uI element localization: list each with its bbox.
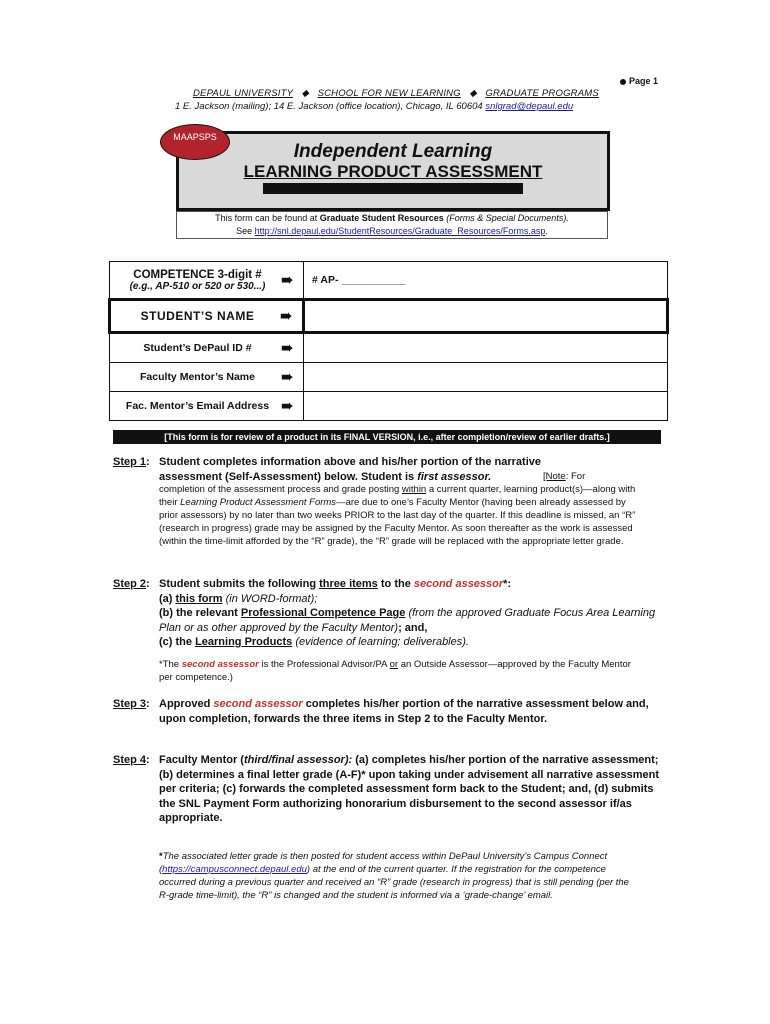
mentor-name-input[interactable] xyxy=(304,363,668,392)
university-name: DEPAUL UNIVERSITY xyxy=(193,88,294,99)
step-4: Step 4: Faculty Mentor (third/final assessor): (a) completes his/her portion of the narrative assessment; (b) determines a final letter grade (A-F)* upon taking under advisement all narrative assessment per criteria; (c) forwards the completed assessment form back to the Student; and, (d) submits the SNL Payment Form authorizing honorarium disbursement to the second assessor if/as appropriate. xyxy=(113,754,660,824)
campus-connect-link[interactable]: https://campusconnect.depaul.edu xyxy=(162,864,307,875)
email-link[interactable]: snlgrad@depaul.edu xyxy=(485,101,574,112)
arrow-right-icon: ➠ xyxy=(281,339,293,356)
step-2-note: *The second assessor is the Professional Advisor/PA or an Outside Assessor—approved by the Faculty Mentor per competence.) xyxy=(159,659,631,683)
mentor-email-label-cell: Fac. Mentor’s Email Address ➠ xyxy=(110,392,304,421)
final-version-banner: [This form is for review of a product in its FINAL VERSION, i.e., after completion/review of earlier drafts.] xyxy=(113,430,661,444)
title-bar xyxy=(263,183,523,194)
bullet-icon xyxy=(620,79,626,85)
institution-header: DEPAUL UNIVERSITY ◆ SCHOOL FOR NEW LEARNING ◆ GRADUATE PROGRAMS xyxy=(193,88,599,99)
student-name-input[interactable] xyxy=(304,300,668,333)
student-id-input[interactable] xyxy=(304,333,668,363)
step-3: Step 3: Approved second assessor completes his/her portion of the narrative assessment below and, upon completion, forwards the three items in Step 2 to the Faculty Mentor. xyxy=(113,698,649,725)
competence-input[interactable]: # AP- ___________ xyxy=(304,262,668,300)
arrow-right-icon: ➠ xyxy=(281,368,293,385)
student-info-table xyxy=(108,261,669,421)
step-1: Step 1: Student completes information above and his/her portion of the narrative assessment (Self-Assessment) below. Student is first assessor. xyxy=(113,456,541,483)
mentor-email-input[interactable] xyxy=(304,392,668,421)
programs-name: GRADUATE PROGRAMS xyxy=(485,88,599,99)
step-2: Step 2: Student submits the following three items to the second assessor*: (a) this form (in WORD-format); (b) the relevant Professional Competence Page (from the approved Graduate Focus Area Learning Plan or as other approved by the Faculty Mentor); and, (c) the Learning Products (evidence of learning; deliverables). xyxy=(113,578,656,648)
title-line-1: Independent Learning xyxy=(293,141,493,162)
title-line-2: LEARNING PRODUCT ASSESSMENT xyxy=(243,162,543,181)
program-badge: MAAPSPS xyxy=(160,124,230,160)
step-1-note: [Note: For completion of the assessment process and grade posting within a current quarter, learning product(s)—along with their Learning Product Assessment Forms—are due to one’s Faculty Mentor (having been already assessed by prior assessors) by no later than two weeks PRIOR to the last day of the quarter. If this deadline is missed, an “R” (research in progress) grade may be assigned by the Faculty Mentor. As soon thereafter as the work is assessed (within the time-limit afforded by the “R” grade), the “R” grade will be replaced with the appropriate letter grade. xyxy=(159,471,636,547)
step-4-note: *The associated letter grade is then posted for student access within DePaul University’s Campus Connect (https://campusconnect.depaul.edu) at the end of the current quarter. If the registration for the competence occurred during a previous quarter and received an “R” grade (research in progress) that is still pending (per the R-grade time-limit), the “R” is changed and the student is informed via a ‘grade-change’ email. xyxy=(159,851,629,901)
arrow-right-icon: ➠ xyxy=(280,307,292,324)
page-number: Page 1 xyxy=(620,76,658,86)
arrow-right-icon: ➠ xyxy=(281,397,293,414)
student-id-label-cell: Student’s DePaul ID # ➠ xyxy=(110,333,304,363)
competence-label-cell: COMPETENCE 3-digit # (e.g., AP-510 or 520 or 530...) ➠ xyxy=(110,262,304,300)
arrow-right-icon: ➠ xyxy=(281,271,293,288)
mentor-name-label-cell: Faculty Mentor’s Name ➠ xyxy=(110,363,304,392)
forms-link[interactable]: http://snl.depaul.edu/StudentResources/Graduate_Resources/Forms.asp xyxy=(254,226,546,236)
student-name-label-cell: STUDENT’S NAME ➠ xyxy=(110,300,304,333)
address-line: 1 E. Jackson (mailing); 14 E. Jackson (office location), Chicago, IL 60604 snlgrad@depaul.edu xyxy=(175,101,574,112)
school-name: SCHOOL FOR NEW LEARNING xyxy=(317,88,461,99)
info-box: This form can be found at Graduate Student Resources (Forms & Special Documents). See http://snl.depaul.edu/StudentResources/Graduate_Resources/Forms.asp. xyxy=(176,211,608,239)
